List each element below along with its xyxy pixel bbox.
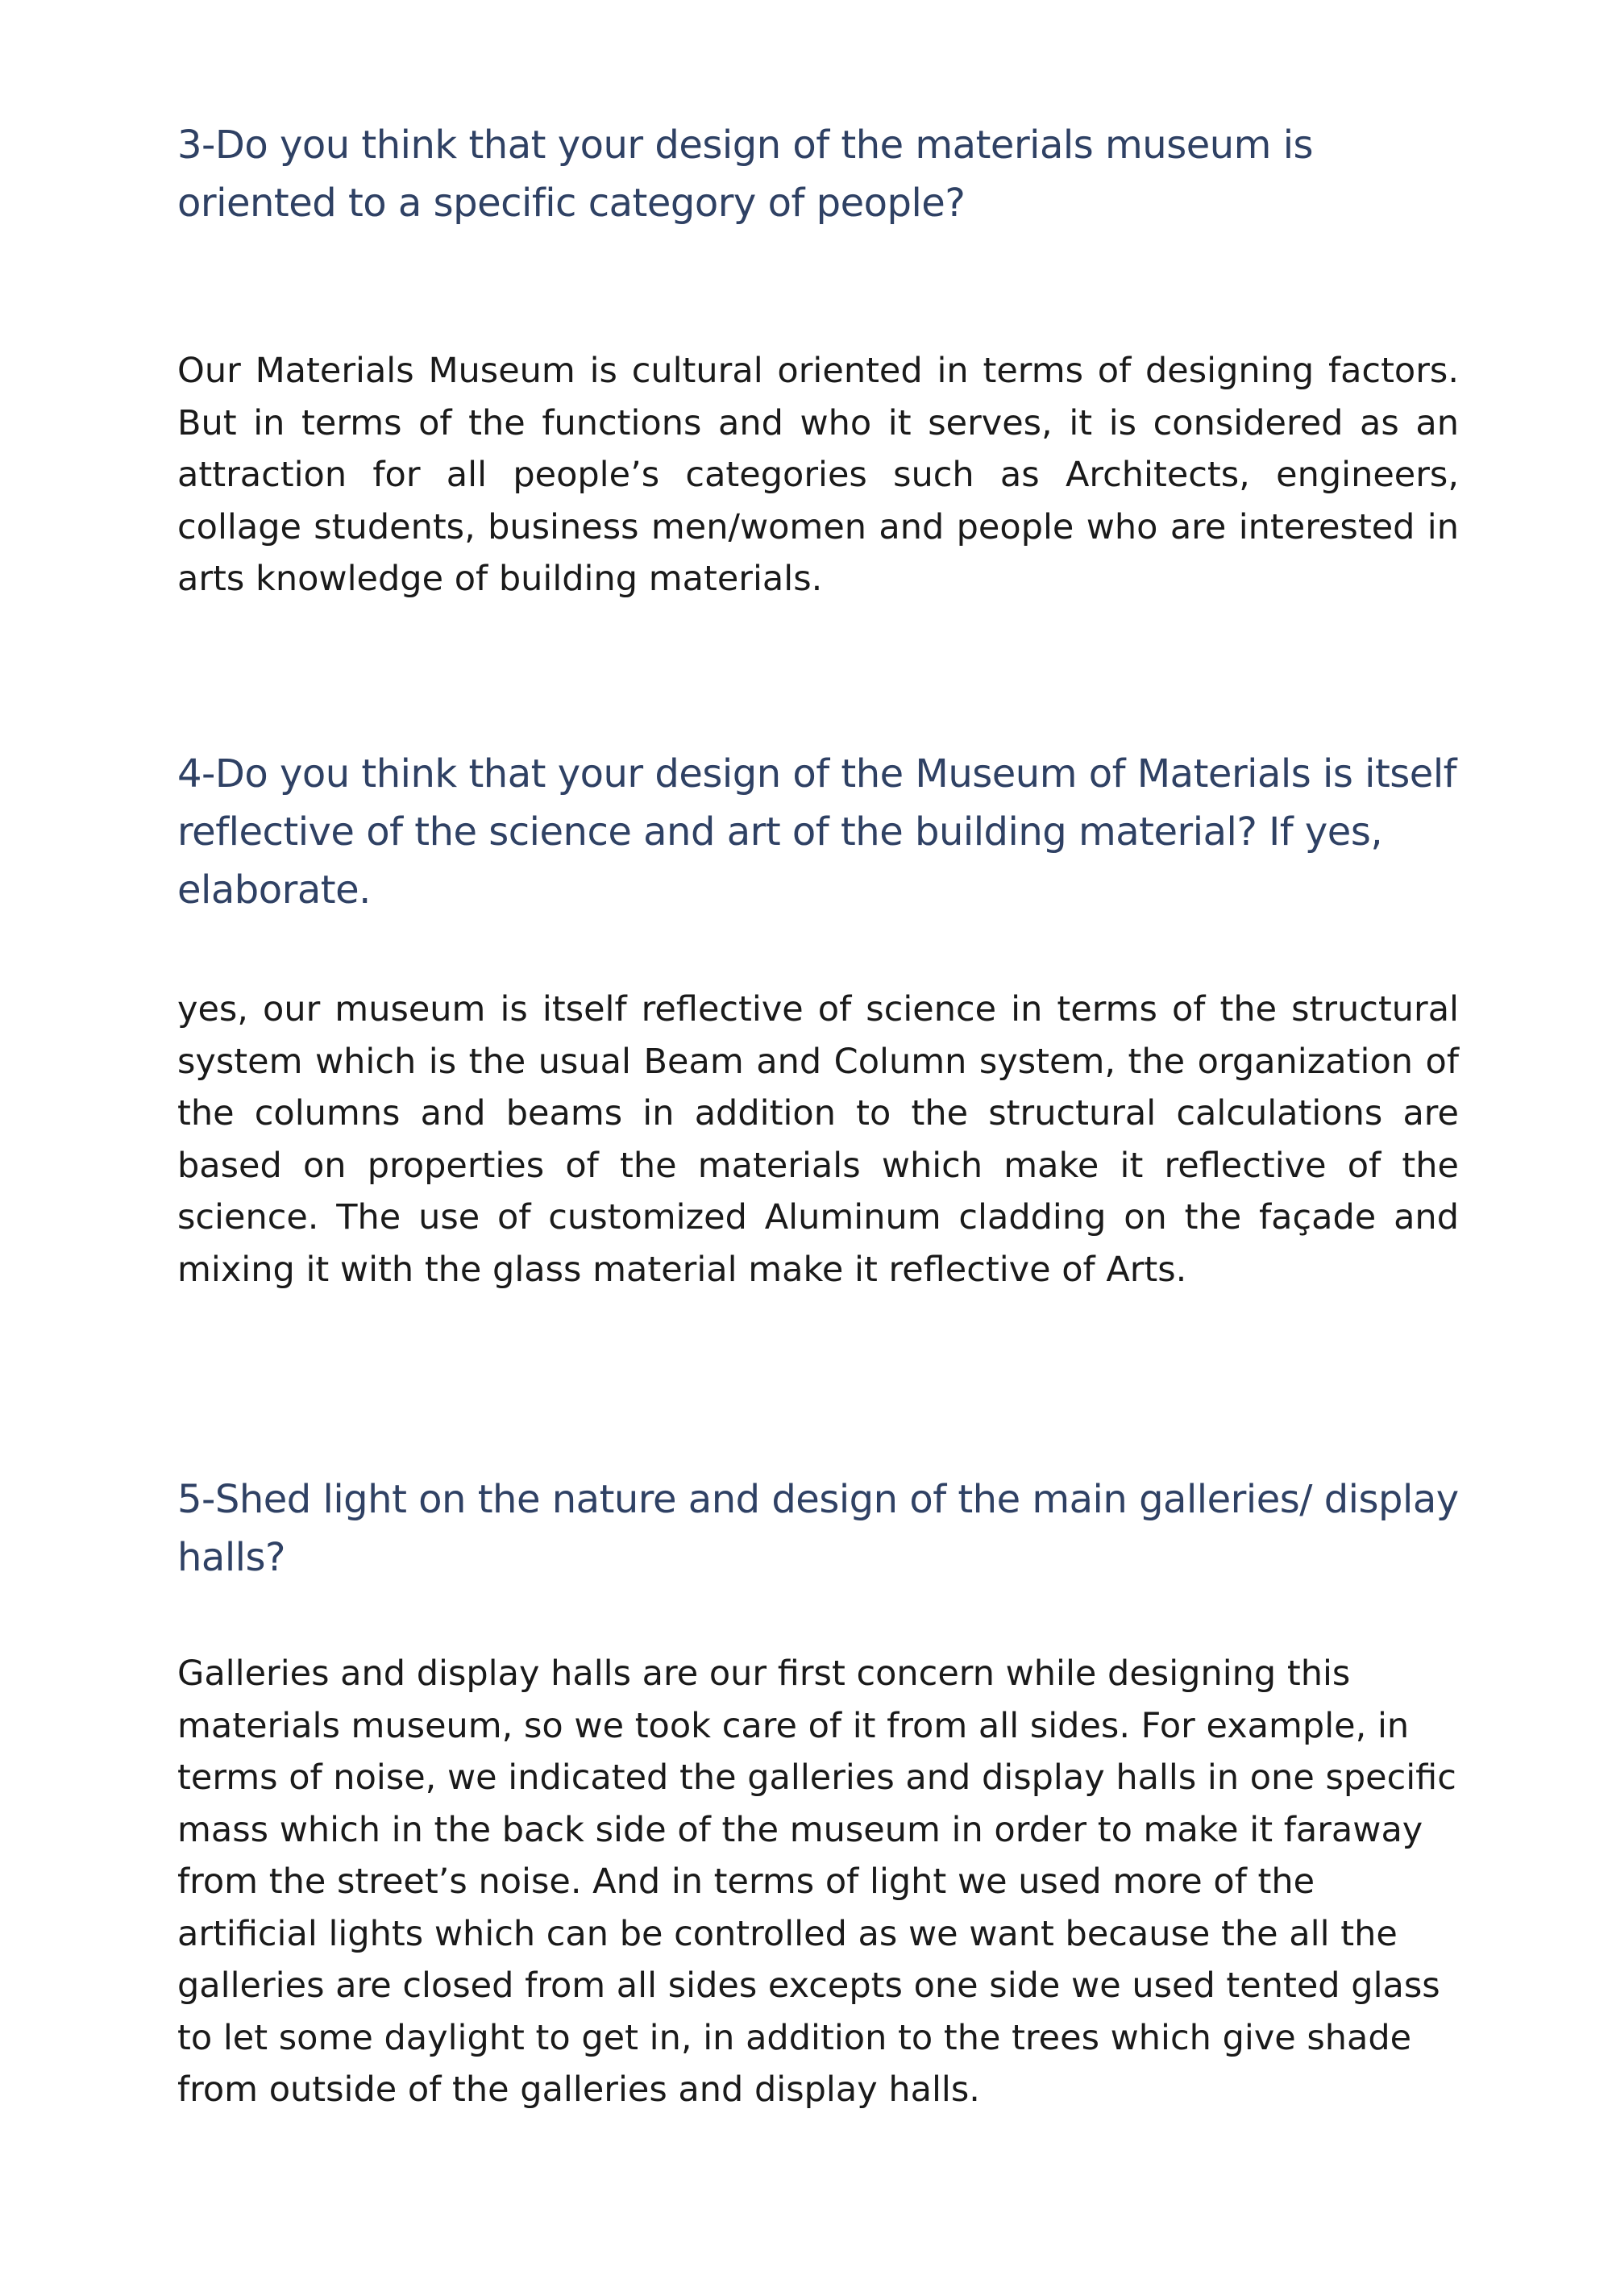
question-3-heading: 3-Do you think that your design of the materials museum is oriented to a specific category of people?	[177, 123, 1314, 226]
question-5-heading: 5-Shed light on the nature and design of the main galleries/ display halls?	[177, 1477, 1459, 1580]
answer-4-paragraph: yes, our museum is itself reflective of science in terms of the structural system which is the usual Beam and Column system, the organization of the columns and beams in addition to the structural calculations are based on properties of the materials which make it reflective of the science. The use of customized Aluminum cladding on the façade and mixing it with the glass material make it reflective of Arts.	[177, 989, 1459, 1290]
answer-3-paragraph: Our Materials Museum is cultural oriented in terms of designing factors. But in terms of the functions and who it serves, it is considered as an attraction for all people’s categories such as Architects, engineers, collage students, business men/women and people who are interested in arts knowledge of building materials.	[177, 351, 1459, 599]
question-4-heading: 4-Do you think that your design of the Museum of Materials is itself reflective of the science and art of the building material? If yes, elaborate.	[177, 751, 1457, 913]
answer-5-paragraph: Galleries and display halls are our first concern while designing this materials museum, so we took care of it from all sides. For example, in terms of noise, we indicated the galleries and display halls in one specific mass which in the back side of the museum in order to make it faraway from the street’s noise. And in terms of light we used more of the artificial lights which can be controlled as we want because the all the galleries are closed from all sides excepts one side we used tented glass to let some daylight to get in, in addition to the trees which give shade from outside of the galleries and display halls.	[177, 1653, 1456, 2110]
